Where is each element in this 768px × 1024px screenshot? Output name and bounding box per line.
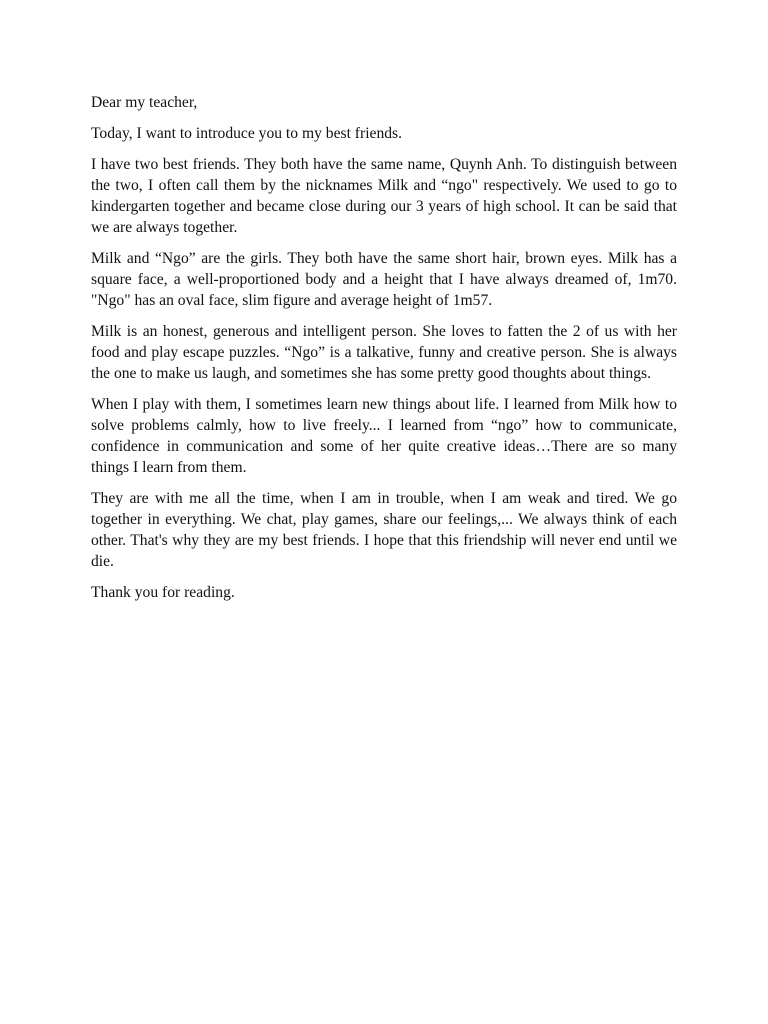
letter-body (91, 92, 677, 613)
paragraph-friendship: They are with me all the time, when I am in trouble, when I am weak and tired. We go together in everything. We chat, play games, share our feelings,... We always think of each other. That's why they are my best friends. I hope that this friendship will never end until we die. (91, 490, 677, 570)
paragraph-friends: I have two best friends. They both have the same name, Quynh Anh. To distinguish between the two, I often call them by the nicknames Milk and “ngo" respectively. We used to go to kindergarten together and became close during our 3 years of high school. It can be said that we are always together. (91, 156, 677, 236)
paragraph-learning: When I play with them, I sometimes learn new things about life. I learned from Milk how to solve problems calmly, how to live freely... I learned from “ngo” how to communicate, confidence in communication and some of her quite creative ideas…There are so many things I learn from them. (91, 396, 677, 476)
salutation: Dear my teacher, (91, 94, 198, 111)
closing: Thank you for reading. (91, 584, 235, 601)
paragraph-appearance: Milk and “Ngo” are the girls. They both have the same short hair, brown eyes. Milk has a square face, a well-proportioned body and a height that I have always dreamed of, 1m70. "Ngo" has an oval face, slim figure and average height of 1m57. (91, 250, 677, 309)
paragraph-intro: Today, I want to introduce you to my best friends. (91, 125, 403, 142)
paragraph-personality: Milk is an honest, generous and intelligent person. She loves to fatten the 2 of us with her food and play escape puzzles. “Ngo” is a talkative, funny and creative person. She is always the one to make us laugh, and sometimes she has some pretty good thoughts about things. (91, 323, 677, 382)
